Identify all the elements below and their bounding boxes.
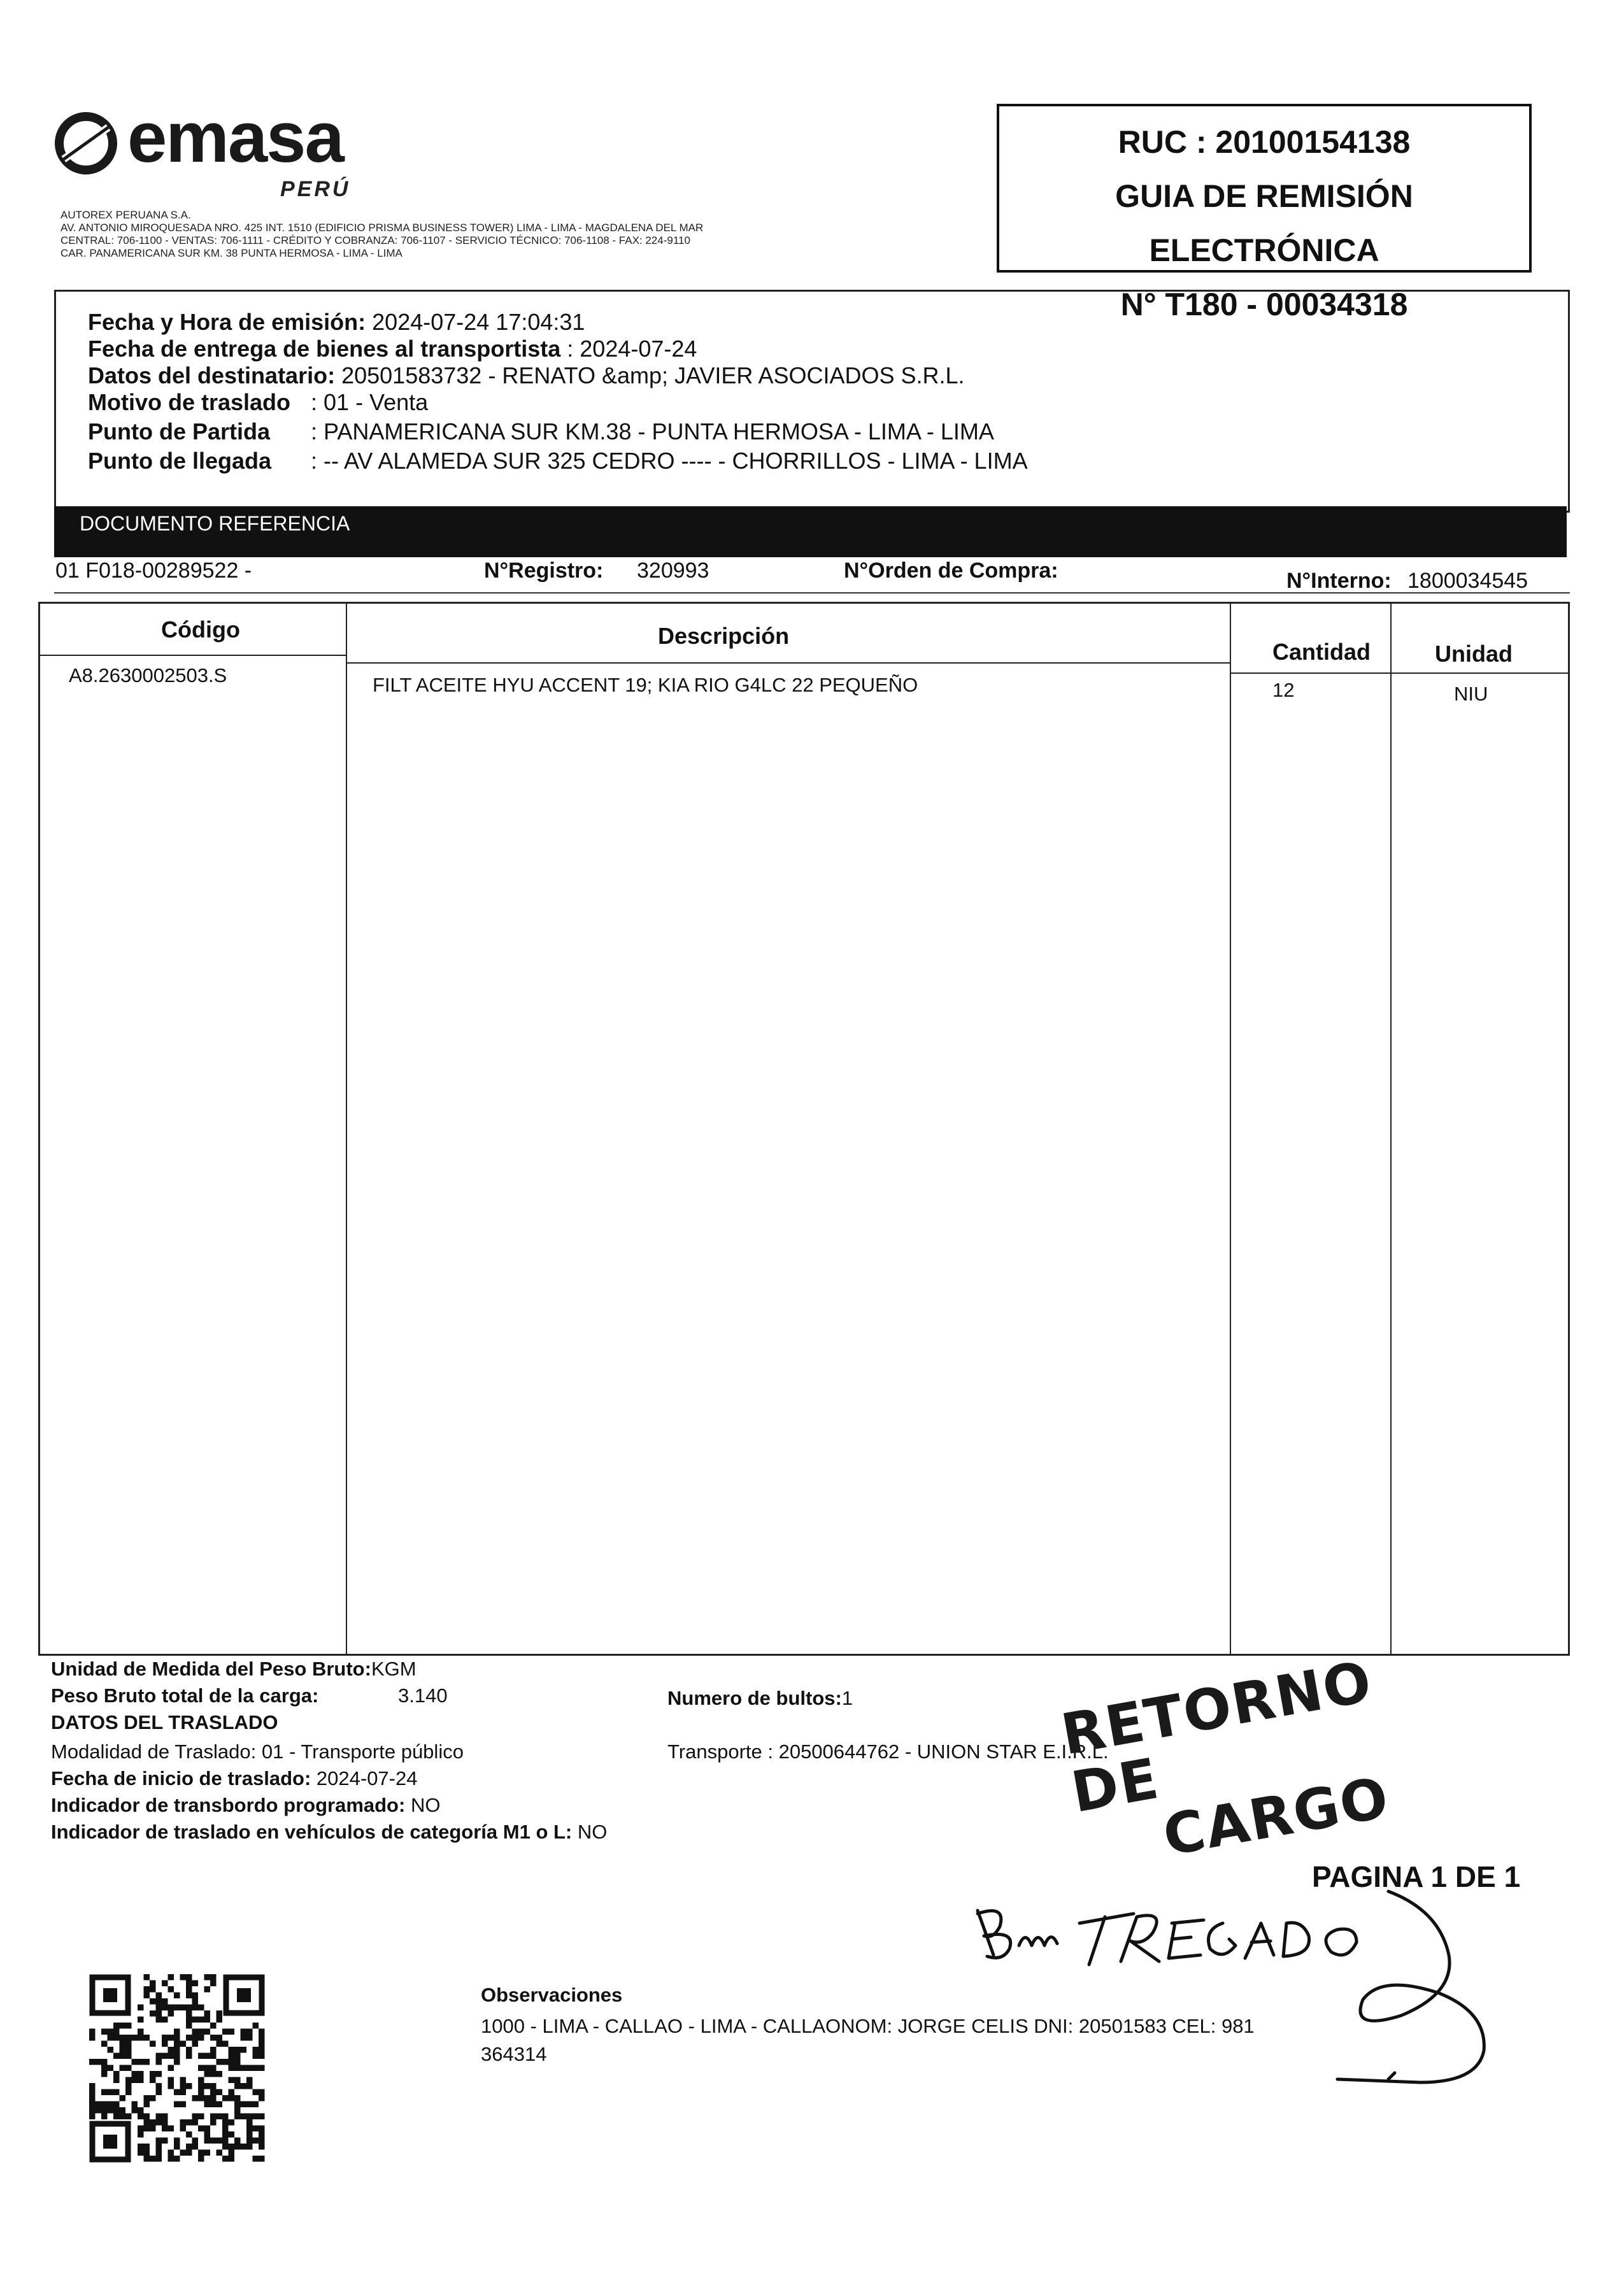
delivery-row — [88, 336, 697, 362]
company-logo — [51, 96, 382, 204]
transport: Transporte : 20500644762 - UNION STAR E.I.R.L. — [667, 1740, 1109, 1763]
origin-value: : PANAMERICANA SUR KM.38 - PUNTA HERMOSA - LIMA - LIMA — [311, 418, 994, 445]
interno-label: N°Interno: — [1286, 569, 1392, 593]
brand-country: PERÚ — [280, 177, 351, 201]
reference-doc: 01 F018-00289522 - — [55, 558, 252, 583]
column-divider — [346, 604, 347, 1654]
header-descripcion: Descripción — [658, 623, 790, 649]
ruc-box — [997, 104, 1532, 322]
return-stamp — [1057, 1649, 1412, 1870]
reference-bar-title: DOCUMENTO REFERENCIA — [80, 512, 350, 535]
items-table — [38, 602, 1570, 1656]
company-address: AV. ANTONIO MIROQUESADA NRO. 425 INT. 1510 (EDIFICIO PRISMA BUSINESS TOWER) LIMA - LIMA - MAGDALENA DEL MAR — [61, 222, 704, 234]
document-type: GUIA DE REMISIÓN ELECTRÓNICA — [1115, 178, 1413, 268]
category-row — [51, 1819, 607, 1846]
packages-row — [667, 1685, 853, 1712]
header-cantidad: Cantidad — [1272, 639, 1371, 665]
start-label: Fecha de inicio de traslado: — [51, 1767, 311, 1789]
column-divider — [1390, 604, 1392, 1654]
start-value: 2024-07-24 — [316, 1767, 418, 1789]
column-divider — [1230, 604, 1231, 1654]
destination-value: : -- AV ALAMEDA SUR 325 CEDRO ---- - CHORRILLOS - LIMA - LIMA — [311, 448, 1028, 474]
weight-value: 3.140 — [398, 1684, 448, 1707]
category-label: Indicador de traslado en vehículos de categoría M1 o L: — [51, 1821, 573, 1843]
origin-label: Punto de Partida — [88, 418, 271, 445]
transshipment-row — [51, 1792, 440, 1819]
modality: Modalidad de Traslado: 01 - Transporte público — [51, 1740, 464, 1763]
registro-value: 320993 — [637, 558, 709, 583]
observations-line-1: 1000 - LIMA - CALLAO - LIMA - CALLAONOM: JORGE CELIS DNI: 20501583 CEL: 981 — [481, 2015, 1255, 2037]
reference-bar — [54, 506, 1567, 565]
header-codigo: Código — [161, 616, 240, 643]
destination-row — [88, 448, 1028, 474]
cell-cantidad: 12 — [1272, 679, 1295, 701]
delivery-label: Fecha de entrega de bienes al transportista — [88, 336, 561, 362]
observations-label: Observaciones — [481, 1984, 623, 2006]
header-unidad: Unidad — [1435, 641, 1513, 667]
stamp-line-2: CARGO — [1158, 1764, 1394, 1869]
stamp-line-1: RETORNO DE — [1056, 1648, 1378, 1826]
unit-value: KGM — [371, 1658, 417, 1680]
transshipment-value: NO — [410, 1794, 441, 1816]
recipient-label: Datos del destinatario: — [88, 362, 336, 388]
registro-label: N°Registro: — [484, 558, 604, 583]
motive-value: : 01 - Venta — [311, 389, 429, 415]
company-phones: CENTRAL: 706-1100 - VENTAS: 706-1111 - CRÉDITO Y COBRANZA: 706-1107 - SERVICIO TÉCNICO: 706-1108 - FAX: 224-9110 — [61, 234, 690, 246]
origin-row — [88, 419, 994, 445]
orden-label: N°Orden de Compra: — [844, 558, 1058, 583]
weight-row — [51, 1682, 318, 1709]
header-divider — [1230, 672, 1568, 674]
unit-label: Unidad de Medida del Peso Bruto: — [51, 1658, 371, 1680]
transfer-title: DATOS DEL TRASLADO — [51, 1711, 278, 1733]
ruc-number: RUC : 20100154138 — [1118, 124, 1411, 160]
brand-name: emasa — [127, 97, 343, 177]
destination-label: Punto de llegada — [88, 448, 272, 474]
transshipment-label: Indicador de transbordo programado: — [51, 1794, 406, 1816]
unit-row — [51, 1656, 417, 1682]
observations-line-2: 364314 — [481, 2043, 547, 2065]
delivery-value: : 2024-07-24 — [567, 336, 697, 362]
packages-value: 1 — [841, 1687, 853, 1709]
emission-value: 2024-07-24 17:04:31 — [372, 309, 585, 335]
motive-label: Motivo de traslado — [88, 389, 291, 415]
company-name: AUTOREX PERUANA S.A. — [61, 209, 191, 221]
document-number: N° T180 - 00034318 — [1120, 287, 1408, 322]
weight-label: Peso Bruto total de la carga: — [51, 1684, 319, 1707]
emission-label: Fecha y Hora de emisión: — [88, 309, 366, 335]
qr-code — [89, 1974, 267, 2165]
recipient-row — [88, 363, 965, 388]
shipment-info-box — [54, 290, 1570, 513]
company-branch: CAR. PANAMERICANA SUR KM. 38 PUNTA HERMOSA - LIMA - LIMA — [61, 247, 402, 259]
interno-value: 1800034545 — [1407, 569, 1528, 593]
page-indicator: PAGINA 1 DE 1 — [1312, 1860, 1521, 1893]
recipient-value: 20501583732 - RENATO &amp; JAVIER ASOCIADOS S.R.L. — [341, 362, 965, 388]
packages-label: Numero de bultos: — [667, 1687, 842, 1709]
emission-row — [88, 309, 585, 335]
header-divider — [40, 655, 346, 656]
start-row — [51, 1765, 417, 1792]
company-info — [61, 209, 888, 260]
category-value: NO — [577, 1821, 608, 1843]
motive-row — [88, 390, 428, 415]
reference-row — [54, 557, 1570, 594]
observations-text — [481, 2012, 1372, 2068]
cell-codigo: A8.2630002503.S — [69, 664, 227, 686]
header-divider — [346, 662, 1230, 664]
cell-unidad: NIU — [1454, 683, 1488, 705]
emasa-logo-icon — [51, 108, 121, 178]
cell-descripcion: FILT ACEITE HYU ACCENT 19; KIA RIO G4LC 22 PEQUEÑO — [373, 674, 918, 696]
